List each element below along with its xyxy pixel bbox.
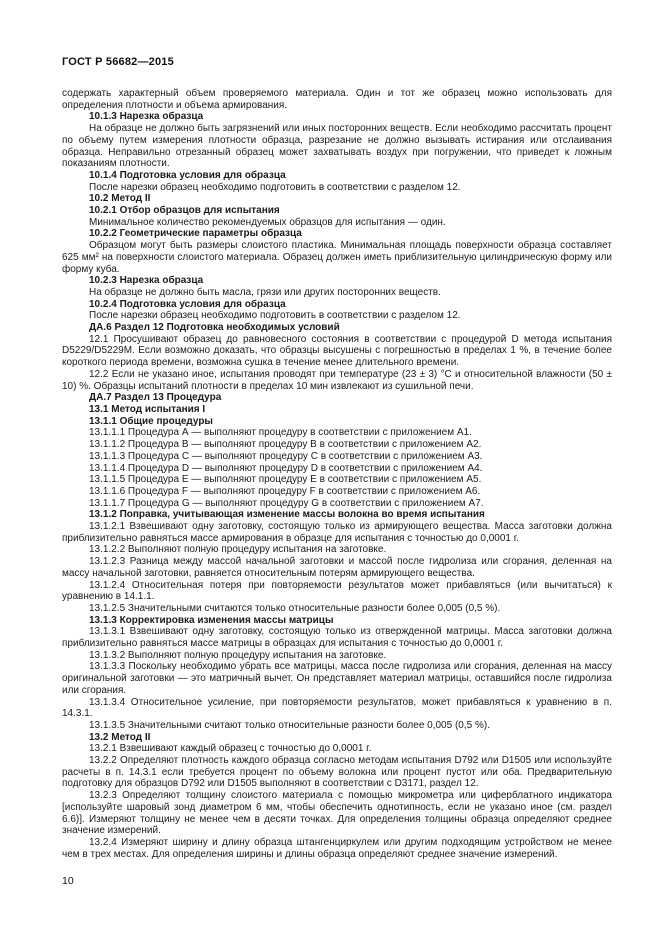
paragraph: 13.1.1.4 Процедура D — выполняют процедуру D в соответствии с приложением А4. [89,462,483,474]
paragraph: 13.1.3.1 Взвешивают одну заготовку, состоящую только из отвержденной матрицы. Масса заготовки должна приблизительно равняться массе матрицы в образцах для испытания с точностью до 0,0001 г. [62,626,612,650]
paragraph: 12.2 Если не указано иное, испытания проводят при температуре (23 ± 3) °С и относительной влажности (50 ± 10) %. Образцы испытаний плотности в пределах 10 мин извлекают из сушильной печи. [62,368,612,392]
section-heading: 13.1.2 Поправка, учитывающая изменение массы волокна во время испытания [89,509,485,521]
paragraph: 13.1.2.2 Выполняют полную процедуру испытания на заготовке. [89,544,387,556]
section-heading: 13.2 Метод II [89,731,151,743]
section-heading: 13.1 Метод испытания I [89,403,206,415]
section-heading: 13.1.1 Общие процедуры [89,415,213,427]
section-heading: 10.2.3 Нарезка образца [89,275,204,287]
paragraph: 13.1.2.1 Взвешивают одну заготовку, состоящую только из армирующего вещества. Масса заготовки должна приблизительно равняться массе армирования в образце для испытания с точностью до 0,0001 г. [62,521,612,544]
paragraph: 13.1.3.5 Значительными считают только относительные разности более 0,005 (0,5 %). [89,719,490,731]
paragraph: 13.2.2 Определяют плотность каждого образца согласно методам испытания D792 или D1505 или используйте расчеты в п. 14.3.1 если требуется процент по объему волокна или процент пустот или оба. Предварительную подготовку для образцов D792 или D1505 выполняют в соответствии с D3171, раздел 12. [62,755,612,790]
paragraph: 12.1 Просушивают образец до равновесного состояния в соответствии с процедурой D метода испытания D5229/D5229M. Если возможно доказать, что образцы высушены с погрешностью в пределах 1 %, в течение более короткого периода времени, возможна сушка в течение менее длительного времени. [62,333,612,369]
section-heading: 10.2 Метод II [89,193,151,205]
section-heading: ДА.7 Раздел 13 Процедура [89,392,222,404]
section-heading: 10.1.4 Подготовка условия для образца [89,169,286,181]
section-heading: 10.2.2 Геометрические параметры образца [89,228,302,240]
paragraph: На образце не должно быть масла, грязи или других посторонних веществ. [89,286,441,298]
paragraph: 13.1.1.5 Процедура Е — выполняют процедуру Е в соответствии с приложением А5. [89,474,482,486]
section-heading: 10.1.3 Нарезка образца [89,111,204,123]
paragraph: 13.1.1.6 Процедура F — выполняют процедуру F в соответствии с приложением А6. [89,485,481,497]
document-body [62,88,612,860]
paragraph: 13.1.3.2 Выполняют полную процедуру испытания на заготовке. [89,649,387,661]
paragraph: 13.2.3 Определяют толщину слоистого материала с помощью микрометра или циферблатного индикатора [используйте шаровый зонд диаметром 6 мм, чтобы обеспечить однотипность, если не указано иное (см. раздел 6.6)]. Измеряют толщину не менее чем в десяти точках. Для определения толщины образца определяют среднее значение измерений. [62,790,612,837]
paragraph: 13.1.3.4 Относительное усиление, при повторяемости результатов, может прибавляться к уравнению в п. 14.3.1. [62,696,612,720]
section-heading: 10.2.1 Отбор образцов для испытания [89,205,280,217]
paragraph: 13.1.2.3 Разница между массой начальной заготовки и массой после гидролиза или сгорания, деленная на массу начальной заготовки, равняется относительным потерям армирующего вещества. [62,556,612,579]
paragraph: 13.2.4 Измеряют ширину и длину образца штангенциркулем или другим подходящим устройством не менее чем в трех местах. Для определения ширины и длины образца определяют среднее значение измерений. [62,837,612,860]
paragraph: Минимальное количество рекомендуемых образцов для испытания — один. [89,216,446,228]
paragraph: 13.2.1 Взвешивают каждый образец с точностью до 0,0001 г. [89,743,372,755]
paragraph: После нарезки образец необходимо подготовить в соответствии с разделом 12. [89,310,461,322]
paragraph: 13.1.2.5 Значительными считаются только относительные разности более 0,005 (0,5 %). [89,602,501,614]
section-heading: 10.2.4 Подготовка условия для образца [89,298,286,310]
section-heading: ДА.6 Раздел 12 Подготовка необходимых условий [89,322,340,334]
paragraph: 13.1.1.1 Процедура А — выполняют процедуру в соответствии с приложением А1. [89,427,472,439]
paragraph: 13.1.1.7 Процедура G — выполняют процедуру G в соответствии с приложением А7. [89,497,484,509]
paragraph: После нарезки образец необходимо подготовить в соответствии с разделом 12. [89,181,461,193]
page-header: ГОСТ Р 56682—2015 [62,56,174,68]
paragraph: 13.1.1.2 Процедура В — выполняют процедуру В в соответствии с приложением А2. [89,439,482,451]
section-heading: 13.1.3 Корректировка изменения массы матрицы [89,614,334,626]
paragraph: 13.1.1.3 Процедура С — выполняют процедуру С в соответствии с приложением А3. [89,450,483,462]
paragraph: На образце не должно быть загрязнений или иных посторонних веществ. Если необходимо рассчитать процент по объему путем измерения плотности образца, разрезание не должно вызывать истирания или отслаивания образца. Неправильно отрезанный образец может захватывать воздух при погружении, что приведет к ложным показаниям плотности. [62,123,612,170]
paragraph: Образцом могут быть размеры слоистого пластика. Минимальная площадь поверхности образца составляет 625 мм² на поверхности слоистого материала. Образец должен иметь приблизительную цилиндрическую форму или форму куба. [62,240,612,275]
paragraph: 13.1.2.4 Относительная потеря при повторяемости результатов может прибавляться (или вычитаться) к уравнению в 14.1.1. [62,579,612,603]
paragraph: содержать характерный объем проверяемого материала. Один и тот же образец можно использовать для определения плотности и объема армирования. [62,88,612,111]
paragraph: 13.1.3.3 Поскольку необходимо убрать все матрицы, масса после гидролиза или сгорания, деленная на массу оригинальной заготовки — это матричный вычет. Он представляет материал матрицы, оставшийся после гидролиза или сгорания. [62,661,612,696]
page-number: 10 [62,875,74,888]
